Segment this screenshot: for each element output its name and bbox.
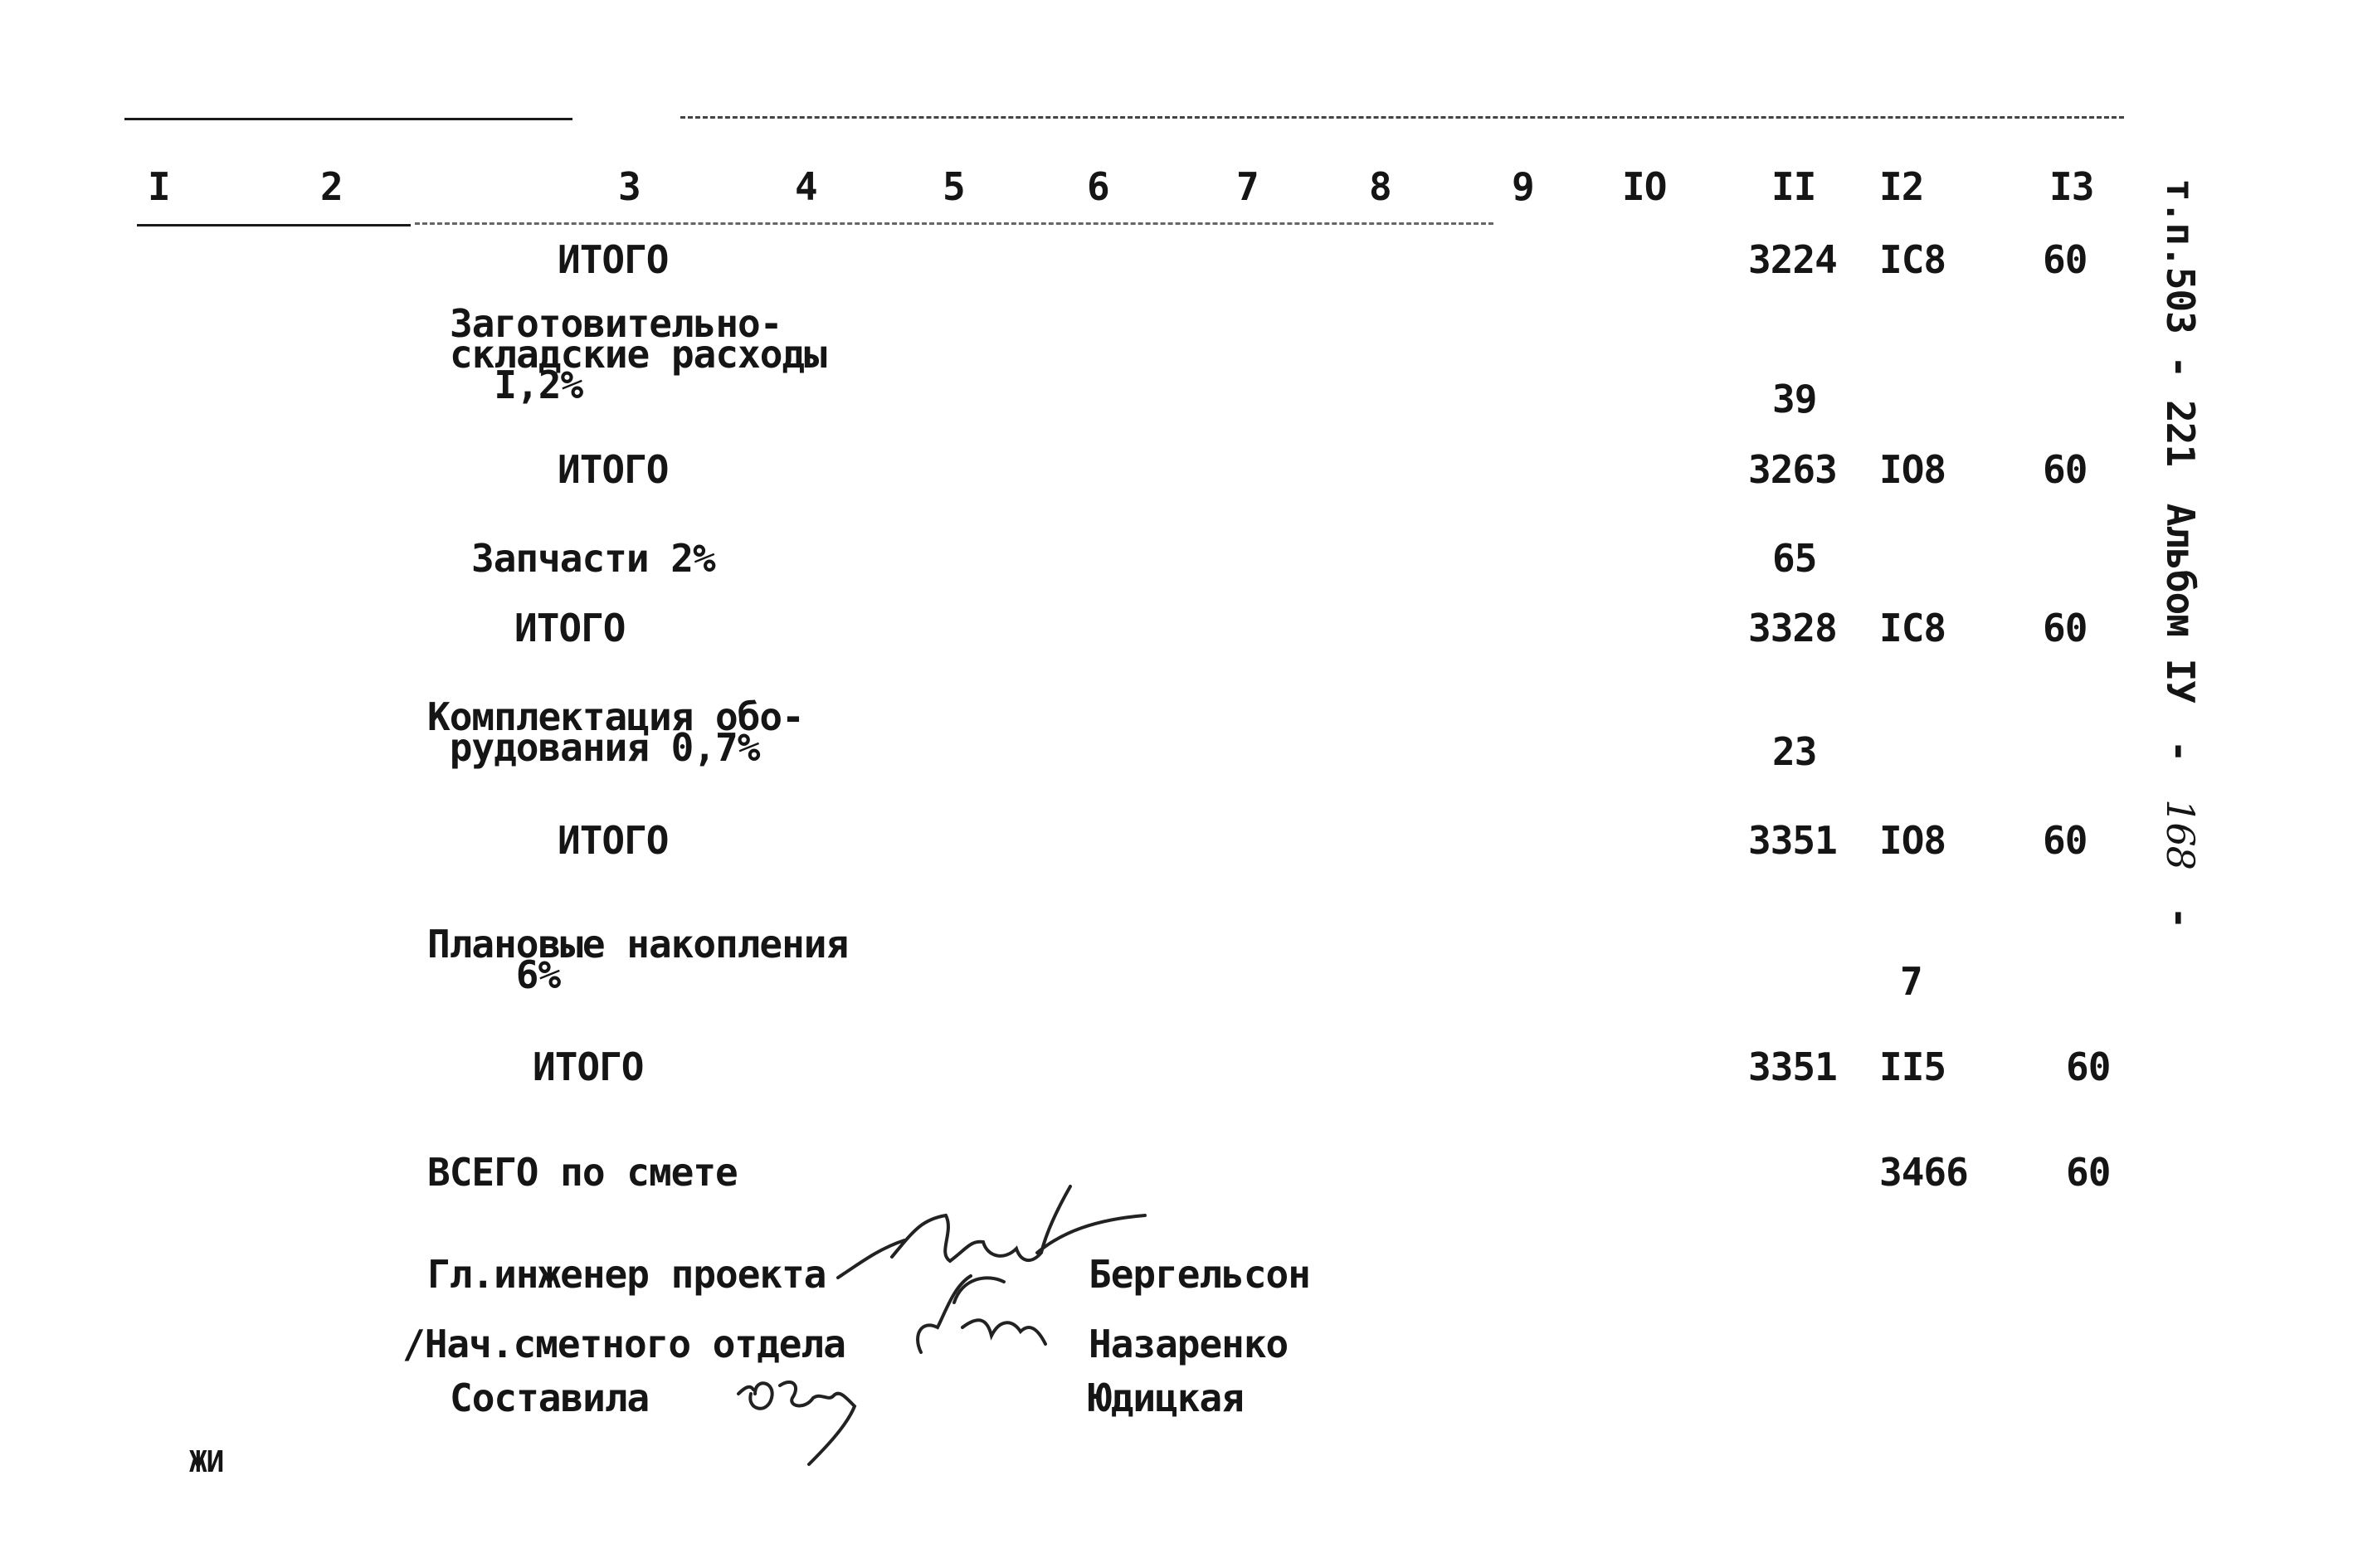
header-top-dashes — [680, 116, 2124, 119]
row-col13: 60 — [2066, 1045, 2111, 1089]
row-label: ИТОГО — [558, 237, 669, 282]
row-col13: 60 — [2043, 606, 2087, 650]
signature-name: Бергельсон — [1089, 1252, 1310, 1297]
signature-role: Составила — [450, 1376, 650, 1420]
row-col11: 3263 — [1748, 447, 1837, 492]
row-col12: II5 — [1879, 1045, 1946, 1089]
handwritten-signature-2 — [904, 1269, 1054, 1361]
side-stamp-page: 168 — [2158, 799, 2203, 869]
col-num-11: II — [1771, 164, 1816, 209]
header-top-line — [124, 118, 572, 120]
header-bottom-dashes — [415, 222, 1493, 225]
row-label-multiline: Заготовительно- складские расходы I,2% — [450, 301, 826, 407]
row-label: Запчасти 2% — [471, 536, 715, 581]
row-label: ИТОГО — [558, 447, 669, 492]
row-col12: IO8 — [1879, 447, 1946, 492]
col-num-10: IO — [1622, 164, 1667, 209]
col-num-9: 9 — [1512, 164, 1534, 209]
col-num-5: 5 — [943, 164, 965, 209]
row-col11: 3328 — [1748, 606, 1837, 650]
col-num-13: I3 — [2049, 164, 2094, 209]
row-col12: IC8 — [1879, 237, 1946, 282]
row-col13: 60 — [2043, 237, 2087, 282]
grand-total-col12: 3466 — [1879, 1150, 1968, 1195]
row-col13: 60 — [2043, 447, 2087, 492]
row-col11: 23 — [1772, 729, 1817, 774]
row-col12: IO8 — [1879, 818, 1946, 863]
side-stamp-text — [2158, 178, 2203, 943]
row-col12: IC8 — [1879, 606, 1946, 650]
row-col11: 65 — [1772, 536, 1817, 581]
signature-role: Гл.инженер проекта — [427, 1252, 826, 1297]
col-num-8: 8 — [1369, 164, 1391, 209]
signature-role: /Нач.сметного отдела — [402, 1322, 845, 1366]
col-num-4: 4 — [795, 164, 817, 209]
side-stamp-code: т.п.503 - 221 — [2158, 178, 2203, 467]
row-col11: 3351 — [1748, 1045, 1837, 1089]
row-col11: 3351 — [1748, 818, 1837, 863]
grand-total-col13: 60 — [2066, 1150, 2111, 1195]
handwritten-signature-3 — [730, 1361, 863, 1477]
col-num-12: I2 — [1879, 164, 1924, 209]
grand-total-label: ВСЕГО по смете — [427, 1150, 738, 1195]
row-col12: 7 — [1900, 959, 1922, 1004]
row-label-multiline: Плановые накопления 6% — [427, 922, 849, 997]
side-stamp-sep-2: - — [2158, 906, 2203, 929]
row-col13: 60 — [2043, 818, 2087, 863]
header-bottom-line — [137, 224, 411, 226]
row-col11: 3224 — [1748, 237, 1837, 282]
row-label: ИТОГО — [533, 1045, 644, 1089]
col-num-1: I — [148, 164, 170, 209]
signature-name: Назаренко — [1089, 1322, 1289, 1366]
col-num-3: 3 — [618, 164, 641, 209]
row-col11: 39 — [1772, 377, 1817, 421]
side-stamp-sep: - — [2158, 739, 2203, 762]
row-label: ИТОГО — [514, 606, 626, 650]
row-label-multiline: Комплектация обо- рудования 0,7% — [427, 694, 804, 770]
side-stamp-album: Альбом IУ — [2158, 503, 2203, 703]
row-label: ИТОГО — [558, 818, 669, 863]
col-num-6: 6 — [1087, 164, 1109, 209]
signature-name: Юдицкая — [1089, 1376, 1244, 1420]
col-num-7: 7 — [1236, 164, 1259, 209]
corner-mark: ЖИ — [189, 1445, 224, 1479]
col-num-2: 2 — [320, 164, 343, 209]
